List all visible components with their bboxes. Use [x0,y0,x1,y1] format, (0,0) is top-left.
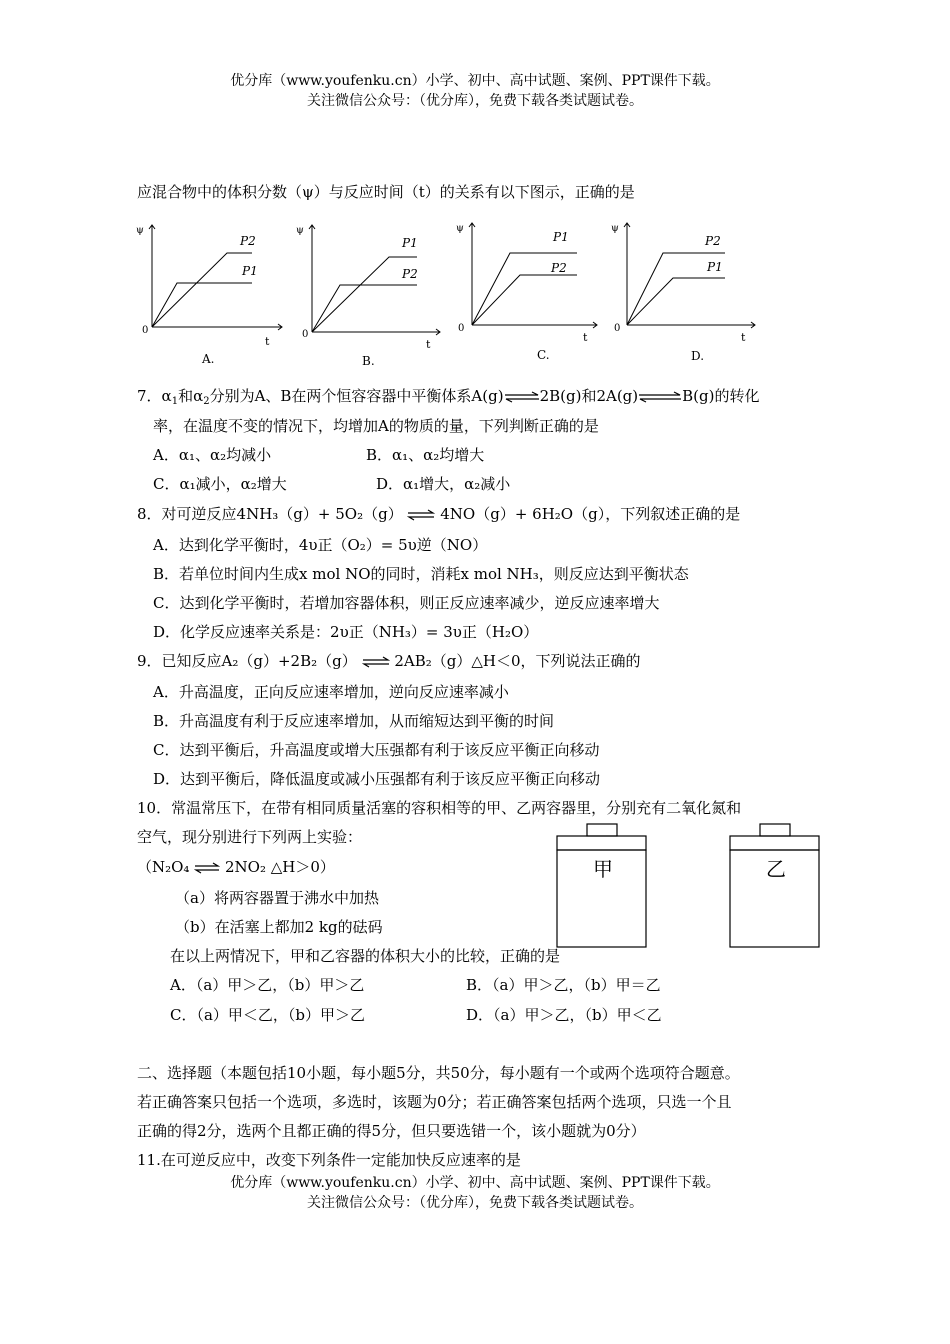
graph-c [452,215,612,375]
x-axis-label: t [583,331,588,344]
y-axis-label: ψ [456,223,464,234]
graph-intro: 应混合物中的体积分数（ψ）与反应时间（t）的关系有以下图示，正确的是 [137,183,635,201]
x-axis-label: t [741,331,746,344]
footer-line-2: 关注微信公众号：（优分库），免费下载各类试题试卷。 [307,1195,643,1211]
q10-option-b: B．（a）甲＞乙，（b）甲＝乙 [466,976,661,994]
x-axis-label: t [426,338,431,351]
graph-label: D. [691,349,705,363]
curve-p2 [152,253,252,327]
origin-label: 0 [614,323,621,334]
equilibrium-arrow-icon [362,656,390,668]
q8-stem: 8．对可逆反应4NH₃（g）+ 5O₂（g） 4NO（g）+ 6H₂O（g），下列叙述正确的是 [137,505,741,523]
top-curve-label: P1 [553,230,569,244]
origin-label: 0 [142,325,149,336]
q10-option-a: A．（a）甲＞乙，（b）甲＞乙 [170,976,365,994]
header-line-2: 关注微信公众号：（优分库），免费下载各类试题试卷。 [307,93,643,109]
graph-label: B. [362,354,375,368]
q9-option-b: B．升高温度有利于反应速率增加，从而缩短达到平衡的时间 [153,712,555,730]
top-curve-label: P2 [705,234,721,248]
curve-p1 [152,283,252,327]
curve-p2 [472,275,577,325]
q8-option-d: D．化学反应速率关系是：2υ正（NH₃）= 3υ正（H₂O） [153,623,539,641]
bottom-curve-label: P1 [242,264,258,278]
top-curve-label: P2 [240,234,256,248]
y-axis-label: ψ [296,225,304,236]
y-axis-label: ψ [136,225,144,236]
curve-p1 [627,278,725,325]
graph-a [132,215,292,375]
q7-stem-line2: 率，在温度不变的情况下，均增加A的物质的量，下列判断正确的是 [153,417,599,435]
vessel-label: 乙 [766,857,786,881]
section2-line1: 二、选择题（本题包括10小题，每小题5分，共50分，每小题有一个或两个选项符合题意。 [137,1064,740,1082]
q9-option-c: C．达到平衡后，升高温度或增大压强都有利于该反应平衡正向移动 [153,741,600,759]
equilibrium-arrow-icon [407,509,435,521]
q10-stem-line1: 10．常温常压下，在带有相同质量活塞的容积相等的甲、乙两容器里，分别充有二氧化氮和 [137,799,742,817]
q7-stem-line1: 7．$\alpha_1$和$\alpha_2$分别为A、B在两个恒容容器中平衡体系A(g) 2B(g)和2A(g) B(g)的转化 [137,387,760,407]
q7-option-b: B．α₁、α₂均增大 [366,446,485,464]
graph-label: C. [537,348,550,362]
origin-label: 0 [458,323,465,334]
graph-b [292,215,452,375]
q10-option-c: C．（a）甲＜乙，（b）甲＞乙 [170,1006,366,1024]
q10-question: 在以上两情况下，甲和乙容器的体积大小的比较，正确的是 [170,947,561,965]
q9-option-a: A．升高温度，正向反应速率增加，逆向反应速率减小 [153,683,509,701]
graph-d [605,215,765,375]
section2-line3: 正确的得2分，选两个且都正确的得5分，但只要选错一个，该小题就为0分） [137,1122,646,1140]
bottom-curve-label: P2 [551,261,567,275]
top-curve-label: P1 [402,236,418,250]
y-axis-label: ψ [611,223,619,234]
origin-label: 0 [302,329,309,340]
footer-line-1: 优分库（www.youfenku.cn）小学、初中、高中试题、案例、PPT课件下载。 [230,1175,720,1191]
equilibrium-arrow-icon [194,862,220,874]
equilibrium-arrow-icon [504,391,540,403]
q7-option-c: C．α₁减小，α₂增大 [153,475,287,493]
q11-stem: 11.在可逆反应中，改变下列条件一定能加快反应速率的是 [137,1151,521,1169]
q7-option-a: A．α₁、α₂均减小 [153,446,272,464]
graph-label: A. [202,352,215,366]
x-axis-label: t [265,335,270,348]
header-line-1: 优分库（www.youfenku.cn）小学、初中、高中试题、案例、PPT课件下载。 [230,73,720,89]
q10-equation: （N₂O₄ 2NO₂ △H＞0） [137,858,335,876]
vessel-label: 甲 [593,857,613,881]
bottom-curve-label: P2 [402,267,418,281]
q9-option-d: D．达到平衡后，降低温度或减小压强都有利于该反应平衡正向移动 [153,770,601,788]
q10-experiment-a: （a）将两容器置于沸水中加热 [175,889,379,907]
q10-option-d: D．（a）甲＞乙，（b）甲＜乙 [466,1006,662,1024]
vessel-yi [728,820,823,950]
vessel-jia [555,820,650,950]
q8-option-c: C．达到化学平衡时，若增加容器体积，则正反应速率减少，逆反应速率增大 [153,594,660,612]
q8-option-a: A．达到化学平衡时，4υ正（O₂）= 5υ逆（NO） [153,536,488,554]
q9-stem: 9．已知反应A₂（g）+2B₂（g） 2AB₂（g）△H＜0，下列说法正确的 [137,652,641,670]
q10-experiment-b: （b）在活塞上都加2 kg的砝码 [175,918,383,936]
bottom-curve-label: P1 [707,260,723,274]
q8-option-b: B．若单位时间内生成x mol NO的同时，消耗x mol NH₃，则反应达到平衡状态 [153,565,689,583]
equilibrium-arrow-icon [638,391,682,403]
q10-stem-line2: 空气，现分别进行下列两上实验： [137,828,363,846]
q7-option-d: D．α₁增大，α₂减小 [376,475,511,493]
curve-p2 [312,285,417,332]
section2-line2: 若正确答案只包括一个选项，多选时，该题为0分；若正确答案包括两个选项，只选一个且 [137,1093,732,1111]
